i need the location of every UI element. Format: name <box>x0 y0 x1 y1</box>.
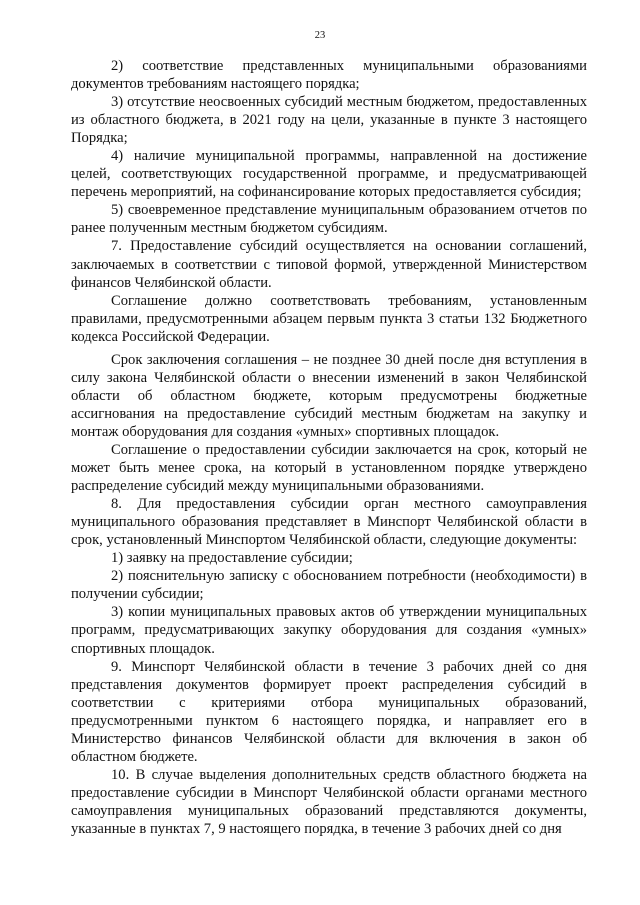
paragraph-clause-8: 8. Для предоставления субсидии орган местного самоуправления муниципального образования представляет в Минспорт Челябинской области в срок, установленный Минспортом Челябинской области, следующие документы: <box>71 496 587 549</box>
paragraph-agreement-requirements: Соглашение должно соответствовать требованиям, установленным правилами, предусмотренными абзацем первым пункта 3 статьи 132 Бюджетного кодекса Российской Федерации. <box>71 292 587 345</box>
page-number: 23 <box>314 30 326 41</box>
paragraph-criterion-4: 4) наличие муниципальной программы, направленной на достижение целей, соответствующих государственной программе, и предусматривающей перечень мероприятий, на софинансирование которых предоставляется субсидия; <box>71 148 587 201</box>
paragraph-agreement-deadline: Срок заключения соглашения – не позднее 30 дней после дня вступления в силу закона Челябинской области о внесении изменений в закон Челябинской области об областном бюджете, которым предусмотрены бюджетные ассигнования на предоставление субсидий местным бюджетам на закупку и монтаж оборудования для создания «умных» спортивных площадок. <box>71 351 587 440</box>
document-body <box>71 57 587 838</box>
paragraph-agreement-term: Соглашение о предоставлении субсидии заключается на срок, который не может быть менее срока, на который в установленном порядке утверждено распределение субсидий между муниципальными образованиями. <box>71 441 587 495</box>
paragraph-clause-9: 9. Минспорт Челябинской области в течение 3 рабочих дней со дня представления документов формирует проект распределения субсидий в соответствии с критериями отбора муниципальных образований, предусмотренными пунктом 6 настоящего порядка, и направляет его в Министерство финансов Челябинской области для включения в закон об областном бюджете. <box>71 658 587 765</box>
paragraph-clause-7: 7. Предоставление субсидий осуществляется на основании соглашений, заключаемых в соответствии с типовой формой, утвержденной Министерством финансов Челябинской области. <box>71 238 587 291</box>
paragraph-criterion-5: 5) своевременное представление муниципальным образованием отчетов по ранее полученным местным бюджетом субсидиям. <box>71 202 587 237</box>
paragraph-document-3: 3) копии муниципальных правовых актов об утверждении муниципальных программ, предусматривающих закупку оборудования для создания «умных» спортивных площадок. <box>71 604 587 657</box>
paragraph-criterion-2: 2) соответствие представленных муниципальными образованиями документов требованиям настоящего порядка; <box>71 58 587 93</box>
paragraph-criterion-3: 3) отсутствие неосвоенных субсидий местным бюджетом, предоставленных из областного бюджета, в 2021 году на цели, указанные в пункте 3 настоящего Порядка; <box>71 94 587 147</box>
paragraph-document-1: 1) заявку на предоставление субсидии; <box>111 550 353 567</box>
paragraph-clause-10: 10. В случае выделения дополнительных средств областного бюджета на предоставление субсидии в Минспорт Челябинской области органами местного самоуправления муниципальных образований представляются документы, указанные в пунктах 7, 9 настоящего порядка, в течение 3 рабочих дней со дня <box>71 766 587 837</box>
paragraph-document-2: 2) пояснительную записку с обоснованием потребности (необходимости) в получении субсидии; <box>71 568 587 603</box>
